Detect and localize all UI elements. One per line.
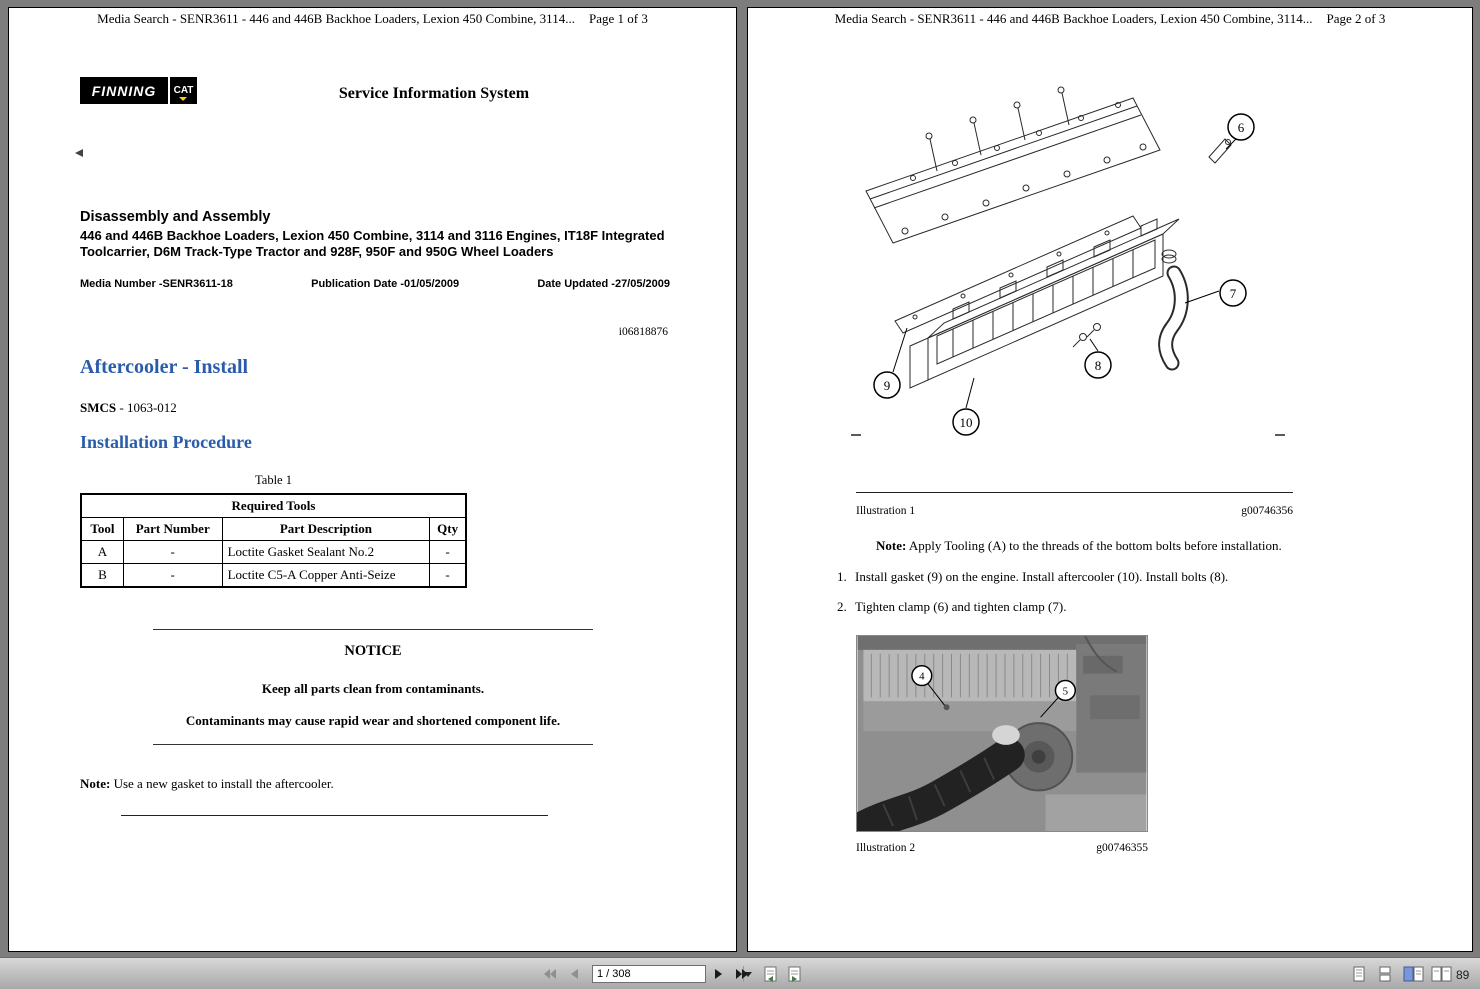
table-title: Required Tools <box>81 494 466 518</box>
cell-part-number: - <box>123 564 222 588</box>
cell-part-number: - <box>123 541 222 564</box>
engine-block-drawing <box>866 87 1160 243</box>
svg-text:7: 7 <box>1229 286 1237 301</box>
step-1-text: Install gasket (9) on the engine. Install aftercooler (10). Install bolts (8). <box>855 569 1229 584</box>
cat-logo: CAT <box>170 77 197 104</box>
callout-6 <box>1228 114 1254 140</box>
notice-box <box>153 629 593 745</box>
illustration-1-label: Illustration 1 <box>856 505 916 517</box>
svg-text:4: 4 <box>919 670 925 683</box>
step-2-number: 2. <box>837 599 847 614</box>
section-title: Aftercooler - Install <box>80 356 249 378</box>
note-text: Use a new gasket to install the aftercooler. <box>110 776 334 791</box>
table-caption: Table 1 <box>255 473 292 487</box>
last-page-button[interactable] <box>733 966 751 982</box>
step-2 <box>837 599 1457 615</box>
callout-7 <box>1220 280 1246 306</box>
step-1-number: 1. <box>837 569 847 584</box>
notice-title: NOTICE <box>344 643 402 659</box>
layout-facing-button[interactable] <box>1402 966 1426 982</box>
callout-4 <box>912 666 932 686</box>
callout-5 <box>1055 681 1075 701</box>
step-1 <box>837 569 1457 585</box>
sis-title: Service Information System <box>338 85 530 102</box>
callout-10 <box>953 409 979 435</box>
aftercooler-drawing <box>910 219 1179 388</box>
required-tools-table <box>80 493 467 588</box>
finning-cat-logo <box>80 77 197 104</box>
finning-logo: FINNING <box>80 77 168 104</box>
doc-meta-row <box>80 278 670 290</box>
doc-id: i06818876 <box>618 326 668 338</box>
svg-text:5: 5 <box>1062 685 1069 698</box>
col-header-part-number: Part Number <box>123 518 222 541</box>
col-header-qty: Qty <box>430 518 466 541</box>
cell-qty: - <box>430 541 466 564</box>
callout-9 <box>874 372 900 398</box>
svg-text:9: 9 <box>883 378 891 393</box>
notice-rule-top <box>153 629 593 630</box>
notice-rule-bottom <box>153 744 593 745</box>
bolts-drawing <box>1073 324 1101 348</box>
notice-line-2: Contaminants may cause rapid wear and shortened component life. <box>185 713 561 728</box>
first-page-button[interactable] <box>541 966 559 982</box>
table-row <box>81 541 466 564</box>
procedure-title: Installation Procedure <box>80 432 252 452</box>
note-label: Note: <box>80 776 111 791</box>
layout-continuous-button[interactable] <box>1376 966 1394 982</box>
table-header-row <box>81 518 466 541</box>
col-header-tool: Tool <box>81 518 123 541</box>
doc-heading <box>80 209 672 260</box>
col-header-part-description: Part Description <box>222 518 430 541</box>
layout-continuous-icon <box>1377 966 1393 983</box>
page1-header <box>9 11 736 27</box>
first-page-icon <box>543 968 557 980</box>
illustration-2-photo <box>856 635 1148 832</box>
cursor-icon <box>75 149 83 157</box>
leader-lines <box>893 139 1236 408</box>
illustration-1-code: g00746356 <box>1241 505 1293 517</box>
smcs-label: SMCS <box>80 400 117 415</box>
bottom-rule <box>121 815 548 816</box>
layout-single-page-icon <box>1351 966 1367 983</box>
note-line <box>876 538 1436 554</box>
note-text: Apply Tooling (A) to the threads of the bottom bolts before installation. <box>906 538 1282 553</box>
layout-facing-icon <box>1403 966 1425 983</box>
illustration-1-caption <box>856 505 1293 517</box>
zoom-level-text: 89 <box>1456 968 1470 982</box>
page2-header <box>748 11 1472 27</box>
notice-line-1: Keep all parts clean from contaminants. <box>261 681 485 696</box>
document-page-2 <box>747 7 1473 952</box>
illustration-1-line-art <box>833 73 1303 441</box>
svg-text:10: 10 <box>959 415 973 430</box>
page-number-box <box>592 965 706 983</box>
page1-header-title: Media Search - SENR3611 - 446 and 446B Backhoe Loaders, Lexion 450 Combine, 3114... <box>97 11 575 26</box>
doc-type: Disassembly and Assembly <box>80 209 271 225</box>
doc-title: 446 and 446B Backhoe Loaders, Lexion 450 Combine, 3114 and 3116 Engines, IT18F Integrated Toolcarrier, D6M Track-Type Tractor and 928F, 950F and 950G Wheel Loaders <box>80 228 665 259</box>
layout-continuous-facing-button[interactable] <box>1430 966 1454 982</box>
document-page-1 <box>8 7 737 952</box>
step-2-text: Tighten clamp (6) and tighten clamp (7). <box>855 599 1067 614</box>
cell-part-description: Loctite Gasket Sealant No.2 <box>222 541 430 564</box>
illustration-1-rule <box>856 492 1293 493</box>
svg-text:8: 8 <box>1094 358 1102 373</box>
cell-part-description: Loctite C5-A Copper Anti-Seize <box>222 564 430 588</box>
viewer-toolbar <box>0 957 1480 989</box>
media-number: Media Number -SENR3611-18 <box>80 278 233 290</box>
cell-tool: B <box>81 564 123 588</box>
previous-view-icon <box>763 966 778 983</box>
date-updated: Date Updated -27/05/2009 <box>537 278 670 290</box>
previous-page-button[interactable] <box>565 966 583 982</box>
note-line <box>80 776 334 792</box>
smcs-line <box>80 400 177 416</box>
publication-date: Publication Date -01/05/2009 <box>311 278 460 290</box>
layout-single-page-button[interactable] <box>1350 966 1368 982</box>
illustration-2-label: Illustration 2 <box>856 842 916 854</box>
cat-logo-triangle-icon <box>179 97 187 101</box>
callout-8 <box>1085 352 1111 378</box>
cell-tool: A <box>81 541 123 564</box>
previous-view-button[interactable] <box>761 966 779 982</box>
photo-tape <box>992 725 1020 745</box>
gasket-drawing <box>895 216 1141 333</box>
page2-header-title: Media Search - SENR3611 - 446 and 446B Backhoe Loaders, Lexion 450 Combine, 3114... <box>834 11 1313 26</box>
illustration-2-caption <box>856 842 1148 854</box>
next-view-icon <box>787 966 802 983</box>
table-row <box>81 564 466 588</box>
note-label: Note: <box>876 538 907 553</box>
last-page-icon <box>735 968 749 980</box>
hose-drawing <box>1162 139 1231 363</box>
next-view-button[interactable] <box>785 966 803 982</box>
next-page-icon <box>714 968 724 980</box>
illustration-2-code: g00746355 <box>1096 842 1148 854</box>
page2-header-pagenum: Page 2 of 3 <box>1326 11 1386 26</box>
layout-continuous-facing-icon <box>1431 966 1453 983</box>
previous-page-icon <box>569 968 579 980</box>
cell-qty: - <box>430 564 466 588</box>
svg-text:6: 6 <box>1237 120 1245 135</box>
page1-header-pagenum: Page 1 of 3 <box>588 11 648 26</box>
photo-aftercooler <box>863 650 1076 701</box>
table-title-row <box>81 494 466 518</box>
next-page-button[interactable] <box>710 966 728 982</box>
smcs-value: - 1063-012 <box>116 400 177 415</box>
